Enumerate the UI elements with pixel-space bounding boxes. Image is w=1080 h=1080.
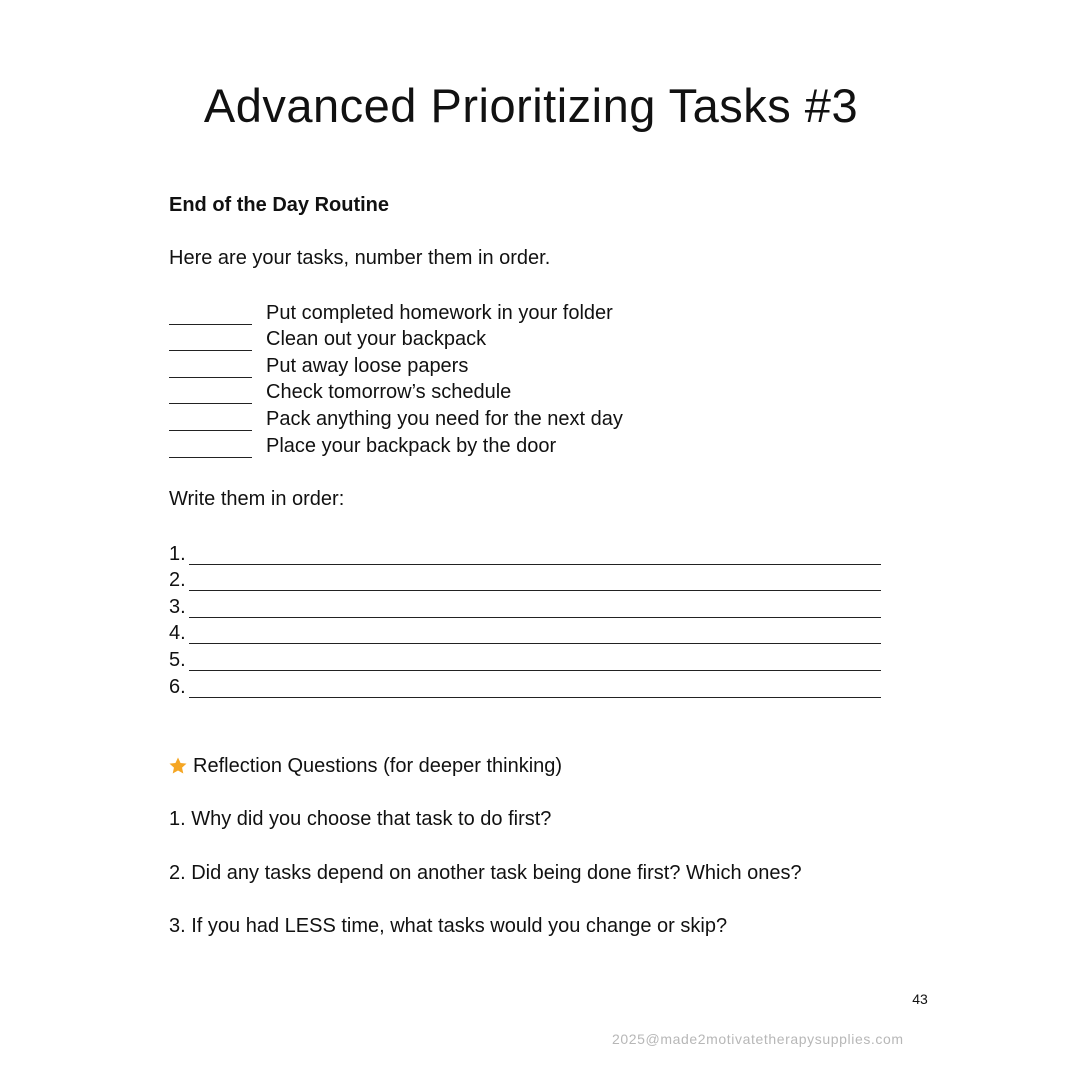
order-row [169, 646, 881, 673]
order-number: 5. [169, 648, 186, 671]
page-title: Advanced Prioritizing Tasks #3 [203, 79, 859, 132]
task-label: Place your backpack by the door [266, 434, 557, 457]
order-number: 1. [169, 542, 186, 565]
task-item [169, 352, 623, 379]
answer-line[interactable] [189, 670, 881, 671]
order-number: 4. [169, 622, 186, 645]
answer-line[interactable] [189, 564, 881, 565]
order-number: 2. [169, 569, 186, 592]
task-item [169, 432, 623, 459]
task-label: Pack anything you need for the next day [266, 407, 623, 430]
page-number: 43 [912, 991, 928, 1007]
number-blank[interactable] [169, 430, 252, 431]
order-row [169, 620, 881, 647]
task-item [169, 379, 623, 406]
task-label: Put away loose papers [266, 354, 469, 377]
order-row [169, 540, 881, 567]
answer-line[interactable] [189, 617, 881, 618]
task-label: Clean out your backpack [266, 328, 487, 351]
reflection-question: 2. Did any tasks depend on another task being done first? Which ones? [169, 862, 802, 884]
section-heading: End of the Day Routine [169, 194, 389, 216]
task-list [169, 299, 623, 459]
task-item [169, 405, 623, 432]
number-blank[interactable] [169, 377, 252, 378]
reflection-question: 3. If you had LESS time, what tasks would you change or skip? [169, 915, 728, 937]
answer-line[interactable] [189, 697, 881, 698]
order-row [169, 567, 881, 594]
answer-line[interactable] [189, 643, 881, 644]
task-label: Put completed homework in your folder [266, 301, 613, 324]
number-blank[interactable] [169, 324, 252, 325]
footer-copyright: 2025@made2motivatetherapysupplies.com [612, 1031, 904, 1047]
task-label: Check tomorrow’s schedule [266, 381, 512, 404]
order-number: 3. [169, 595, 186, 618]
number-blank[interactable] [169, 350, 252, 351]
task-item [169, 299, 623, 326]
task-item [169, 326, 623, 353]
order-list [169, 540, 881, 700]
order-row [169, 593, 881, 620]
star-icon [168, 756, 188, 776]
number-blank[interactable] [169, 403, 252, 404]
reflection-heading-text: Reflection Questions (for deeper thinking) [193, 755, 563, 777]
reflection-heading [168, 753, 562, 779]
number-blank[interactable] [169, 457, 252, 458]
order-number: 6. [169, 675, 186, 698]
instructions-text: Here are your tasks, number them in order. [169, 247, 551, 269]
order-row [169, 673, 881, 700]
answer-line[interactable] [189, 590, 881, 591]
reflection-question: 1. Why did you choose that task to do first? [169, 808, 552, 830]
order-prompt: Write them in order: [169, 488, 345, 510]
